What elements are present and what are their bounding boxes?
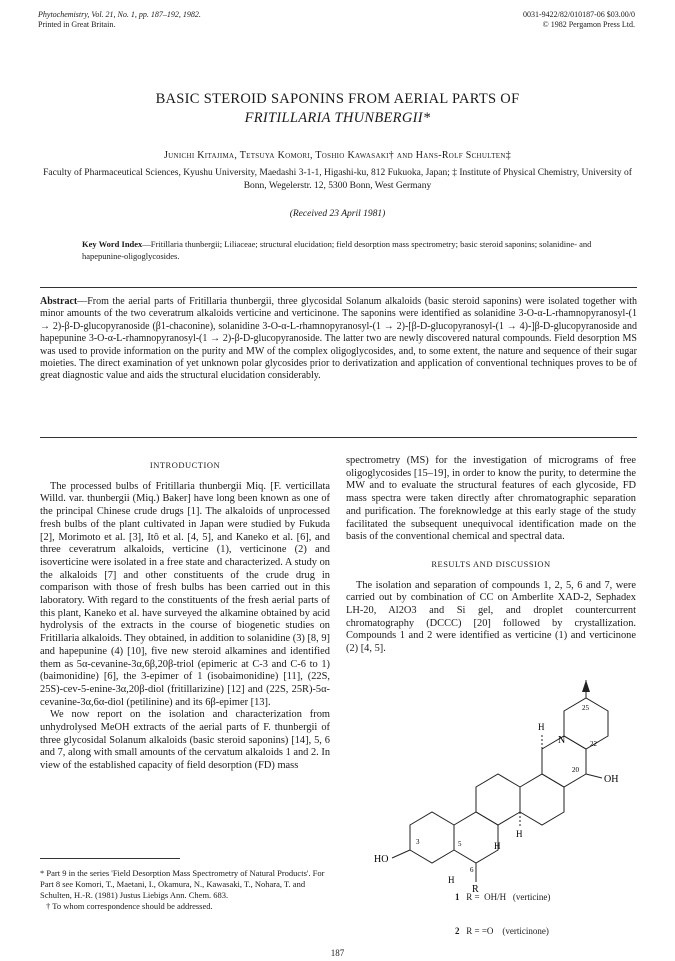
paper-title [40,90,635,128]
c6-label: 6 [470,866,474,874]
compound-1-name: (verticine) [512,892,551,902]
results-paragraph-1: The isolation and separation of compounds 1, 2, 5, 6 and 7, were carried out by combination of CC on Amberlite XAD-2, Sephadex LH-20, Al2O3 and Si gel, and droplet countercurrent chromatography (DCCC) [20] followed by crystallization. Compounds 1 and 2 were identified as verticine (1) and verticinone (2) [4, 5]. [346,579,636,655]
author-list: Junichi Kitajima, Tetsuya Komori, Toshio Kawasaki† and Hans-Rolf Schulten‡ [163,150,511,161]
compound-2-r: R = =O [466,926,494,936]
keyword-index [82,238,594,262]
abstract-bottom-rule [40,437,637,438]
h-label-1: H [494,841,501,851]
footnote-1: * Part 9 in the series 'Field Desorption Mass Spectrometry of Natural Products'. For Part 8 see Komori, T., Maetani, I., Okamura, N., Kawasaki, T., Nohara, T. and Schulten, H.-R. (1981) Justus Liebigs Ann. Chem. 683. [40,868,325,900]
journal-citation: Phytochemistry, Vol. 21, No. 1, pp. 187–192, 1982. [38,10,201,19]
publisher-header [523,10,635,30]
compound-1-r: R = [466,892,480,902]
keyword-label: Key Word Index [82,239,143,249]
compound-2-name: (verticinone) [502,926,549,936]
page-number: 187 [330,948,345,958]
journal-header [38,10,201,30]
results-heading: RESULTS AND DISCUSSION [431,558,551,569]
left-column [40,455,330,773]
received-date: (Received 23 April 1981) [289,209,386,219]
compound-1-h: H [499,892,507,902]
verticine-structure-figure [350,650,640,940]
c22-label: 22 [590,740,597,748]
title-line-2: FRITILLARIA THUNBERGII* [244,110,431,126]
h-label-3: H [538,722,545,732]
footnote-rule [40,858,180,859]
abstract-text: —From the aerial parts of Fritillaria thunbergii, three glycosidal Solanum alkaloids (basic steroid saponins) were isolated together with minor amounts of the two ceveratrum alkaloids verticine and verticinone. The saponins were identified as solanidine 3-O-α-L-rhamnopyranosyl-(1 → 2)-β-D-glucopyranoside (β1-chaconine), solanidine 3-O-α-L-rhamnopyranosyl-(1 → 2)-[β-D-glucopyranosyl-(1 → 4)-]β-D-glucopyranoside and hapepunine 3-O-α-L-rhamnopyranosyl-(1 → 2)-β-D-glucopyranoside. The latter two are newly discovered natural compounds. Field desorption MS was used to provide information on the purity and MW of the complex oligoglycosides, and, to some extent, the nature and sequence of their sugar moieties. The direct examination of yet unknown polar glycosides prior to derivatization and application of conventional techniques proves to be of great diagnostic value and aids the structural elucidation considerably. [40,296,637,382]
intro-paragraph-1: The processed bulbs of Fritillaria thunbergii Miq. [F. verticillata Willd. var. thunbergii (Miq.) Baker] have long been known as one of the principal Chinese crude drugs [1]. The alkaloids of unprocessed fresh bulbs of the plant cultivated in Japan were studied by Fukuda [2], Morimoto et al. [3], Itô et al. [4, 5], and Kaneko et al. [6], and three ceveratrum alkaloids, verticine (1), verticinone (2) and isoverticine were isolated in a free state and characterized. A study on the alkaloids [7] and other constituents of the crude drug in comparison with those of fresh bulbs has been carried out in this laboratory. With regard to the constituents of the fresh aerial parts of this plant, Kaneko et al. have surveyed the alkamine obtained by acid hydrolysis of the extracts in the course of biogenetic studies on Fritillaria alkaloids. They obtained, in addition to solanidine (3) [8, 9] and hapepunine (4) [10], five new steroid alkamines and identified them as 5α-cevanine-3α,6β,20β-triol (epimeric at C-3 and C-6 to 1) (baimonidine) [6], the 3-epimer of 1 (isobaimonidine) [11], (22S, 25S)-cev-5-enine-3α,20β-diol (fritillarizine) [12] and (22S, 25R)-5α-cevanine-3α,6α-diol (petilinine) and its 6β-epimer [13]. [40,480,330,708]
compound-2-row [455,926,549,936]
h-label-4: H [448,875,455,885]
printed-note: Printed in Great Britain. [38,20,116,29]
ho-label: HO [374,854,389,865]
abstract-label: Abstract [40,296,78,307]
copyright: © 1982 Pergamon Press Ltd. [542,20,635,29]
article-code: 0031-9422/82/010187-06 $03.00/0 [523,10,635,19]
intro-paragraph-2: We now report on the isolation and characterization from unhydrolysed MeOH extracts of the aerial parts of F. thunbergii of three glycosidal Solanum alkaloids (basic steroid saponins) [14], 5, 6 and 7, along with small amounts of the cervatum alkaloids 1 and 2. In view of the established capacity of field desorption (FD) mass [40,709,331,772]
keyword-text: —Fritillaria thunbergii; Liliaceae; structural elucidation; field desorption mass spectrometry; basic steroid saponins; solanidine- and hapepunine-oligoglycosides. [82,239,592,261]
footnotes [40,868,330,912]
compound-1-oh: OH [484,892,498,902]
oh-label: OH [604,774,619,785]
c3-label: 3 [416,838,420,846]
footnote-2: † To whom correspondence should be addressed. [46,901,213,911]
introduction-heading: INTRODUCTION [149,460,221,470]
abstract [40,296,637,383]
compound-1-number: 1 [455,892,460,902]
r-group-label: R [472,884,479,895]
c20-label: 20 [572,766,579,774]
intro-continuation: spectrometry (MS) for the investigation of micrograms of free oligoglycosides [15–19], in order to know the purity, to determine the MW and to evaluate the structural features of each glycoside, FD mass spectra were taken directly after chromatographic separation and purification. The foreknowledge at this early stage of the study facilitated the subsequent unequivocal identification made on the basis of the conventional chemical and spectral data. [346,455,636,543]
nitrogen-label: N [558,735,566,746]
c5-label: 5 [458,840,462,848]
h-label-2: H [516,829,523,839]
c25-label: 25 [582,704,589,712]
affiliation: Faculty of Pharmaceutical Sciences, Kyushu University, Maedashi 3-1-1, Higashi-ku, 812 Fukuoka, Japan; ‡ Institute of Physical Chemistry, University of Bonn, Wegelerstr. 12, 5300 Bonn, West Germany [43,168,632,191]
compound-2-number: 2 [455,926,460,936]
title-line-1: BASIC STEROID SAPONINS FROM AERIAL PARTS OF [155,91,520,107]
abstract-top-rule [40,287,637,288]
right-column [346,455,636,656]
compound-1-row: 1 R = OH/H (verticine) [455,892,551,902]
